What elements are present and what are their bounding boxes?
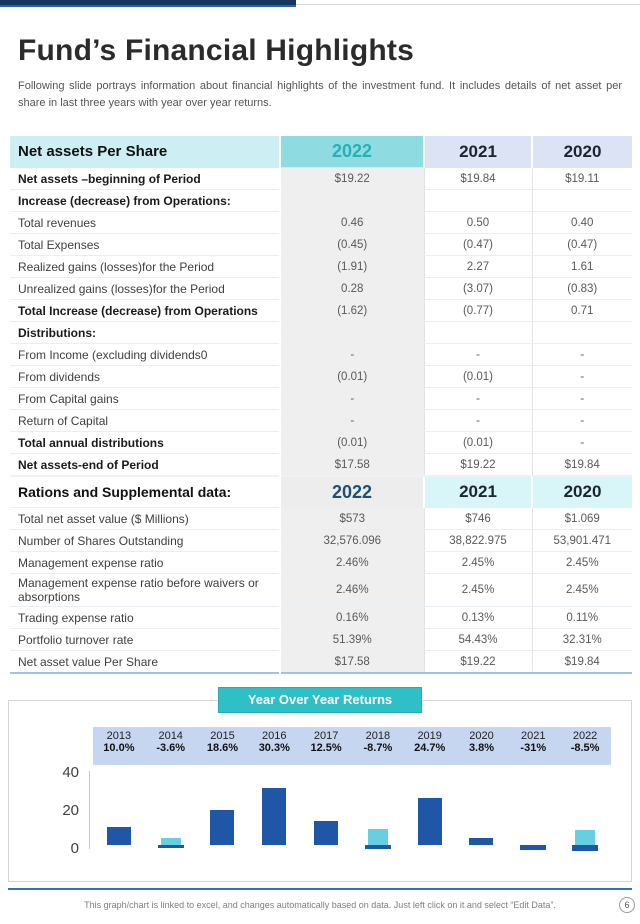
- value-2021: (0.77): [424, 300, 532, 322]
- table-row: [10, 454, 632, 477]
- banner-year-label: 2022: [572, 730, 598, 742]
- chart-column: [300, 765, 352, 859]
- value-2020: $1.069: [532, 508, 632, 530]
- banner-year-label: 2016: [262, 730, 287, 742]
- bar-dark-blue: [469, 838, 493, 845]
- value-2022: (1.62): [280, 300, 424, 322]
- chart-title: Year Over Year Returns: [218, 687, 422, 713]
- banner-year-cell: [300, 727, 352, 765]
- year-header-2022: 2022: [280, 476, 424, 508]
- value-2021: 2.45%: [424, 552, 532, 574]
- value-2021: (0.01): [424, 432, 532, 454]
- chart-column: [456, 765, 508, 859]
- page-title: Fund’s Financial Highlights: [18, 34, 414, 67]
- y-axis-tick-label: 20: [62, 802, 79, 819]
- row-label: Total Expenses: [10, 234, 280, 256]
- y-axis-line: [89, 771, 90, 849]
- section-title-cell: Rations and Supplemental data:: [10, 476, 280, 508]
- table-row: [10, 344, 632, 366]
- banner-return-label: 18.6%: [206, 742, 239, 754]
- banner-return-label: -3.6%: [156, 742, 186, 754]
- value-2022: 32,576.096: [280, 530, 424, 552]
- value-2021: $746: [424, 508, 532, 530]
- banner-return-label: 10.0%: [103, 742, 135, 754]
- table-row: [10, 410, 632, 432]
- value-2021: $19.84: [424, 168, 532, 190]
- section-title-cell: Net assets Per Share: [10, 136, 280, 168]
- value-2021: [424, 190, 532, 212]
- row-label: Total revenues: [10, 212, 280, 234]
- table-row: [10, 300, 632, 322]
- value-2022: (0.01): [280, 366, 424, 388]
- row-label: From Capital gains: [10, 388, 280, 410]
- table-row: [10, 190, 632, 212]
- value-2020: -: [532, 366, 632, 388]
- value-2021: (0.01): [424, 366, 532, 388]
- value-2022: 0.46: [280, 212, 424, 234]
- bar-dark-blue: [210, 810, 234, 845]
- value-2021: 2.27: [424, 256, 532, 278]
- value-2021: 2.45%: [424, 574, 532, 607]
- table-section-header-row: [10, 476, 632, 508]
- chart-column: [248, 765, 300, 859]
- value-2021: 38,822.975: [424, 530, 532, 552]
- bar-dark-blue: [572, 845, 598, 851]
- banner-year-label: 2015: [210, 730, 235, 742]
- y-axis-tick-label: 0: [70, 840, 79, 857]
- chart-column: [404, 765, 456, 859]
- value-2022: (1.91): [280, 256, 424, 278]
- banner-return-label: 3.8%: [468, 742, 495, 754]
- table-row: [10, 322, 632, 344]
- bar-dark-blue: [418, 798, 442, 845]
- value-2022: 2.46%: [280, 552, 424, 574]
- row-label: Total Increase (decrease) from Operations: [10, 300, 280, 322]
- banner-return-label: -8.7%: [363, 742, 393, 754]
- bar-dark-blue: [262, 788, 286, 845]
- row-label: Increase (decrease) from Operations:: [10, 190, 280, 212]
- value-2022: $17.58: [280, 651, 424, 674]
- value-2021: -: [424, 388, 532, 410]
- table-row: [10, 508, 632, 530]
- value-2021: (0.47): [424, 234, 532, 256]
- chart-column: [145, 765, 197, 859]
- value-2022: (0.01): [280, 432, 424, 454]
- banner-year-label: 2014: [158, 730, 183, 742]
- value-2022: -: [280, 410, 424, 432]
- bar-light-cyan: [368, 829, 388, 845]
- table-row: [10, 530, 632, 552]
- value-2022: [280, 322, 424, 344]
- banner-year-cell: [559, 727, 611, 765]
- row-label: Net assets –beginning of Period: [10, 168, 280, 190]
- row-label: Portfolio turnover rate: [10, 629, 280, 651]
- value-2020: 1.61: [532, 256, 632, 278]
- banner-return-label: -31%: [520, 742, 547, 754]
- value-2020: $19.84: [532, 651, 632, 674]
- row-label: Total annual distributions: [10, 432, 280, 454]
- page-number-badge: 6: [619, 897, 635, 913]
- banner-year-label: 2020: [469, 730, 494, 742]
- chart-plot-area: [9, 701, 631, 881]
- banner-year-cell: [404, 727, 456, 765]
- value-2022: $19.22: [280, 168, 424, 190]
- table-row: [10, 278, 632, 300]
- table-row: [10, 629, 632, 651]
- value-2022: 0.28: [280, 278, 424, 300]
- value-2021: -: [424, 410, 532, 432]
- banner-year-label: 2018: [365, 730, 391, 742]
- chart-column: [352, 765, 404, 859]
- value-2020: [532, 322, 632, 344]
- table-row: [10, 212, 632, 234]
- banner-year-label: 2013: [106, 730, 132, 742]
- value-2020: 0.71: [532, 300, 632, 322]
- value-2022: 51.39%: [280, 629, 424, 651]
- banner-return-label: 24.7%: [414, 742, 446, 754]
- banner-return-label: 30.3%: [258, 742, 290, 754]
- row-label: Net assets-end of Period: [10, 454, 280, 477]
- row-label: Total net asset value ($ Millions): [10, 508, 280, 530]
- table-row: [10, 388, 632, 410]
- table-row: [10, 366, 632, 388]
- value-2020: 0.11%: [532, 607, 632, 629]
- value-2020: $19.84: [532, 454, 632, 477]
- footer-note: This graph/chart is linked to excel, and changes automatically based on data. Just left click on it and select “Edit Data”.: [84, 900, 556, 910]
- banner-year-cell: [507, 727, 559, 765]
- table-row: [10, 574, 632, 607]
- value-2022: -: [280, 344, 424, 366]
- value-2022: $17.58: [280, 454, 424, 477]
- financial-highlights-table[interactable]: [10, 136, 632, 674]
- chart-column: [197, 765, 249, 859]
- row-label: Distributions:: [10, 322, 280, 344]
- top-accent-bar-navy: [0, 0, 296, 7]
- value-2021: [424, 322, 532, 344]
- page-description: Following slide portrays information about financial highlights of the investment fund. It includes details of net asset per share in last three years with year over year returns.: [18, 80, 622, 110]
- row-label: Management expense ratio before waivers or absorptions: [10, 574, 280, 607]
- year-header-2021: 2021: [424, 136, 532, 168]
- row-label: Unrealized gains (losses)for the Period: [10, 278, 280, 300]
- value-2022: $573: [280, 508, 424, 530]
- value-2022: -: [280, 388, 424, 410]
- value-2020: 32.31%: [532, 629, 632, 651]
- chart-column: [507, 765, 559, 859]
- chart-column: [93, 765, 145, 859]
- banner-year-cell: [456, 727, 508, 765]
- year-header-2020: 2020: [532, 476, 632, 508]
- value-2021: 0.50: [424, 212, 532, 234]
- value-2022: [280, 190, 424, 212]
- table-row: [10, 256, 632, 278]
- row-label: Trading expense ratio: [10, 607, 280, 629]
- value-2020: (0.47): [532, 234, 632, 256]
- banner-year-cell: [197, 727, 249, 765]
- table-row: [10, 168, 632, 190]
- value-2020: -: [532, 344, 632, 366]
- value-2021: 54.43%: [424, 629, 532, 651]
- value-2020: 53,901.471: [532, 530, 632, 552]
- banner-year-cell: [248, 727, 300, 765]
- row-label: From Income (excluding dividends0: [10, 344, 280, 366]
- value-2020: -: [532, 410, 632, 432]
- banner-year-cell: [145, 727, 197, 765]
- table-section-header-row: [10, 136, 632, 168]
- yoy-returns-chart[interactable]: [8, 692, 632, 882]
- bar-dark-blue: [365, 845, 391, 849]
- row-label: From dividends: [10, 366, 280, 388]
- value-2021: -: [424, 344, 532, 366]
- bar-dark-blue: [520, 845, 546, 850]
- top-accent-bar: [0, 0, 640, 8]
- value-2020: [532, 190, 632, 212]
- footer-divider: [8, 888, 632, 890]
- table-row: [10, 234, 632, 256]
- chart-bars: [93, 765, 611, 859]
- row-label: Management expense ratio: [10, 552, 280, 574]
- row-label: Return of Capital: [10, 410, 280, 432]
- value-2020: $19.11: [532, 168, 632, 190]
- table-row: [10, 607, 632, 629]
- banner-year-label: 2019: [417, 730, 442, 742]
- value-2020: (0.83): [532, 278, 632, 300]
- value-2021: $19.22: [424, 454, 532, 477]
- value-2021: $19.22: [424, 651, 532, 674]
- chart-column: [559, 765, 611, 859]
- value-2021: (3.07): [424, 278, 532, 300]
- bar-dark-blue: [158, 845, 184, 848]
- value-2020: 0.40: [532, 212, 632, 234]
- table-row: [10, 651, 632, 674]
- table-row: [10, 432, 632, 454]
- value-2021: 0.13%: [424, 607, 532, 629]
- value-2020: -: [532, 388, 632, 410]
- value-2020: 2.45%: [532, 552, 632, 574]
- value-2022: (0.45): [280, 234, 424, 256]
- bar-light-cyan: [575, 830, 595, 845]
- year-header-2021: 2021: [424, 476, 532, 508]
- year-header-2020: 2020: [532, 136, 632, 168]
- table-row: [10, 552, 632, 574]
- value-2022: 0.16%: [280, 607, 424, 629]
- bar-dark-blue: [314, 821, 338, 845]
- bar-dark-blue: [107, 827, 131, 845]
- value-2020: 2.45%: [532, 574, 632, 607]
- y-axis-tick-label: 40: [62, 764, 79, 781]
- value-2022: 2.46%: [280, 574, 424, 607]
- row-label: Realized gains (losses)for the Period: [10, 256, 280, 278]
- top-accent-bar-gray-line: [296, 4, 640, 5]
- banner-year-label: 2021: [521, 730, 546, 742]
- row-label: Number of Shares Outstanding: [10, 530, 280, 552]
- year-header-2022: 2022: [280, 136, 424, 168]
- value-2020: -: [532, 432, 632, 454]
- banner-year-cell: [352, 727, 404, 765]
- row-label: Net asset value Per Share: [10, 651, 280, 674]
- chart-year-banner: [93, 727, 611, 765]
- banner-year-cell: [93, 727, 145, 765]
- bar-light-cyan: [161, 838, 181, 845]
- banner-return-label: -8.5%: [570, 742, 600, 754]
- banner-year-label: 2017: [313, 730, 339, 742]
- banner-return-label: 12.5%: [310, 742, 342, 754]
